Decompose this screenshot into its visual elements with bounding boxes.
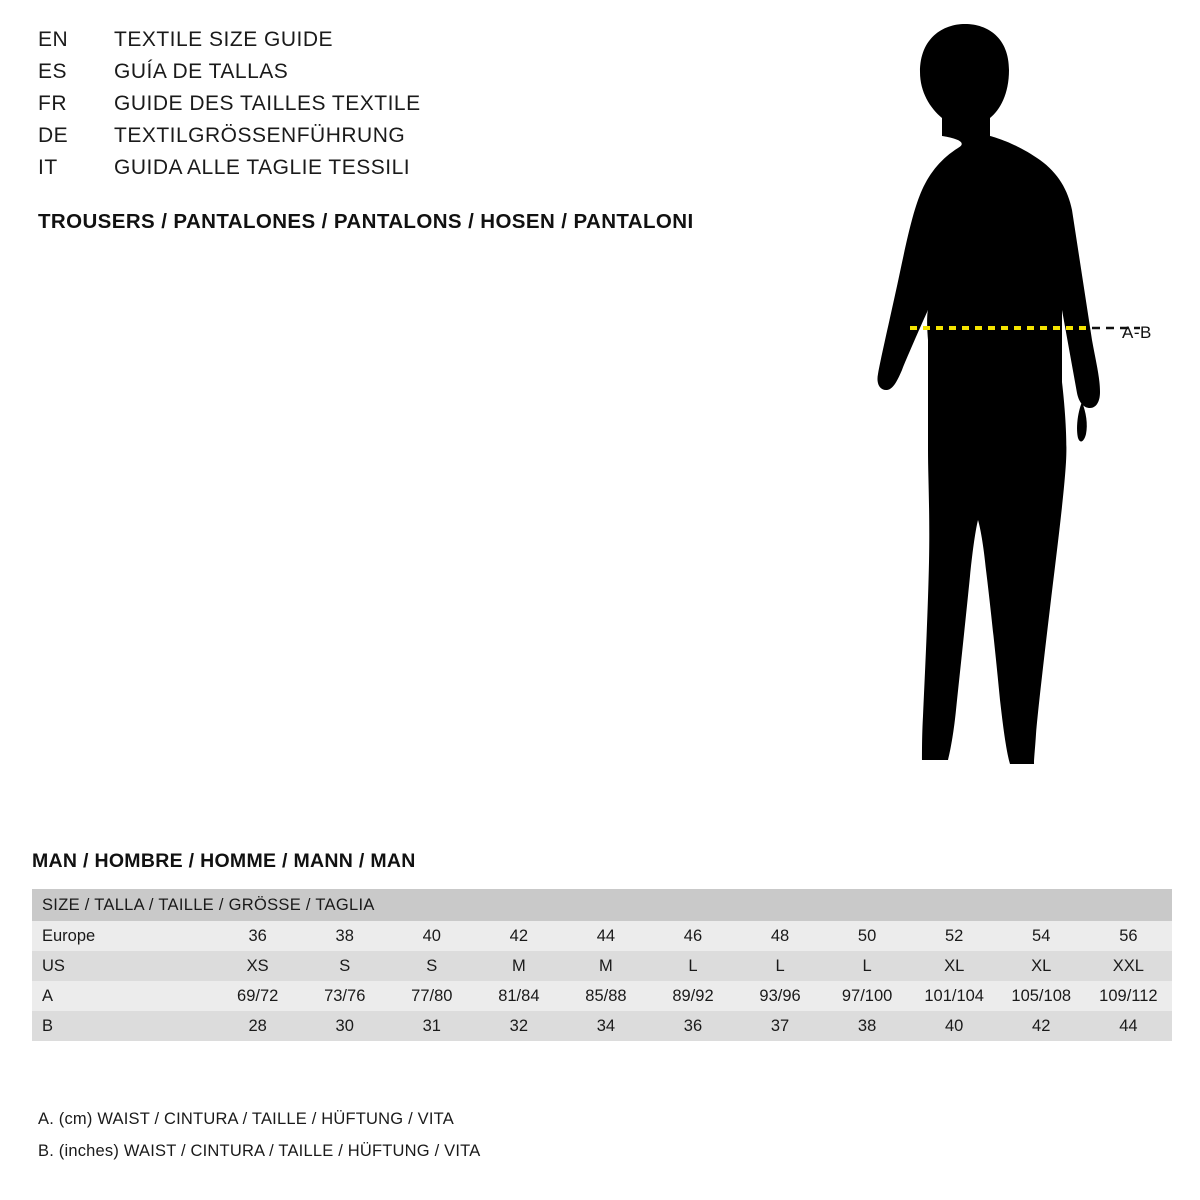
table-cell: 101/104 [911, 981, 998, 1011]
table-cell: 109/112 [1085, 981, 1172, 1011]
table-cell: L [824, 951, 911, 981]
language-row [38, 60, 818, 92]
size-table-section [32, 850, 1172, 1041]
garment-type-title: TROUSERS / PANTALONES / PANTALONS / HOSEN / PANTALONI [38, 210, 694, 233]
language-title: GUIDE DES TAILLES TEXTILE [114, 92, 421, 115]
table-cell: M [475, 951, 562, 981]
table-cell: 34 [562, 1011, 649, 1041]
table-cell: 48 [737, 921, 824, 951]
language-title-block [38, 28, 818, 234]
table-cell: 31 [388, 1011, 475, 1041]
table-cell: 38 [824, 1011, 911, 1041]
table-row [32, 981, 1172, 1011]
man-silhouette-icon [800, 10, 1200, 800]
table-cell: XL [998, 951, 1085, 981]
table-cell: 42 [998, 1011, 1085, 1041]
table-cell: XL [911, 951, 998, 981]
table-header-label: SIZE / TALLA / TAILLE / GRÖSSE / TAGLIA [32, 889, 1172, 921]
row-label: A [32, 981, 214, 1011]
table-cell: 50 [824, 921, 911, 951]
table-cell: 42 [475, 921, 562, 951]
table-cell: 56 [1085, 921, 1172, 951]
table-cell: 44 [562, 921, 649, 951]
language-row [38, 124, 818, 156]
table-cell: 44 [1085, 1011, 1172, 1041]
table-cell: 28 [214, 1011, 301, 1041]
language-title: TEXTILGRÖSSENFÜHRUNG [114, 124, 406, 147]
size-table [32, 889, 1172, 1041]
footnote-a: A. (cm) WAIST / CINTURA / TAILLE / HÜFTUNG / VITA [38, 1110, 454, 1128]
language-row [38, 28, 818, 60]
table-cell: 93/96 [737, 981, 824, 1011]
language-title: GUÍA DE TALLAS [114, 60, 289, 83]
table-cell: 40 [388, 921, 475, 951]
table-cell: 46 [649, 921, 736, 951]
table-cell: L [737, 951, 824, 981]
table-cell: 54 [998, 921, 1085, 951]
table-row [32, 951, 1172, 981]
language-code: DE [38, 124, 69, 147]
table-cell: 89/92 [649, 981, 736, 1011]
table-cell: 30 [301, 1011, 388, 1041]
table-cell: 38 [301, 921, 388, 951]
table-cell: 105/108 [998, 981, 1085, 1011]
table-cell: XS [214, 951, 301, 981]
table-row [32, 921, 1172, 951]
table-header-row [32, 889, 1172, 921]
table-cell: 36 [214, 921, 301, 951]
language-code: IT [38, 156, 58, 179]
table-cell: M [562, 951, 649, 981]
table-cell: S [301, 951, 388, 981]
language-code: FR [38, 92, 67, 115]
table-cell: L [649, 951, 736, 981]
figure-area [800, 10, 1200, 800]
table-cell: 85/88 [562, 981, 649, 1011]
table-cell: 37 [737, 1011, 824, 1041]
language-title: GUIDA ALLE TAGLIE TESSILI [114, 156, 411, 179]
table-cell: 52 [911, 921, 998, 951]
table-cell: XXL [1085, 951, 1172, 981]
footnotes [38, 1110, 938, 1174]
row-label: Europe [32, 921, 214, 951]
language-code: ES [38, 60, 68, 83]
language-row [38, 156, 818, 188]
row-label: B [32, 1011, 214, 1041]
language-row [38, 92, 818, 124]
footnote-b: B. (inches) WAIST / CINTURA / TAILLE / HÜFTUNG / VITA [38, 1142, 481, 1160]
gender-title: MAN / HOMBRE / HOMME / MANN / MAN [32, 850, 416, 872]
measure-label-ab: A-B [1122, 323, 1152, 342]
table-cell: 36 [649, 1011, 736, 1041]
table-cell: 69/72 [214, 981, 301, 1011]
table-cell: 73/76 [301, 981, 388, 1011]
table-cell: S [388, 951, 475, 981]
language-code: EN [38, 28, 69, 51]
table-cell: 81/84 [475, 981, 562, 1011]
row-label: US [32, 951, 214, 981]
table-cell: 32 [475, 1011, 562, 1041]
table-cell: 77/80 [388, 981, 475, 1011]
table-cell: 97/100 [824, 981, 911, 1011]
table-row [32, 1011, 1172, 1041]
language-title: TEXTILE SIZE GUIDE [114, 28, 334, 51]
table-cell: 40 [911, 1011, 998, 1041]
